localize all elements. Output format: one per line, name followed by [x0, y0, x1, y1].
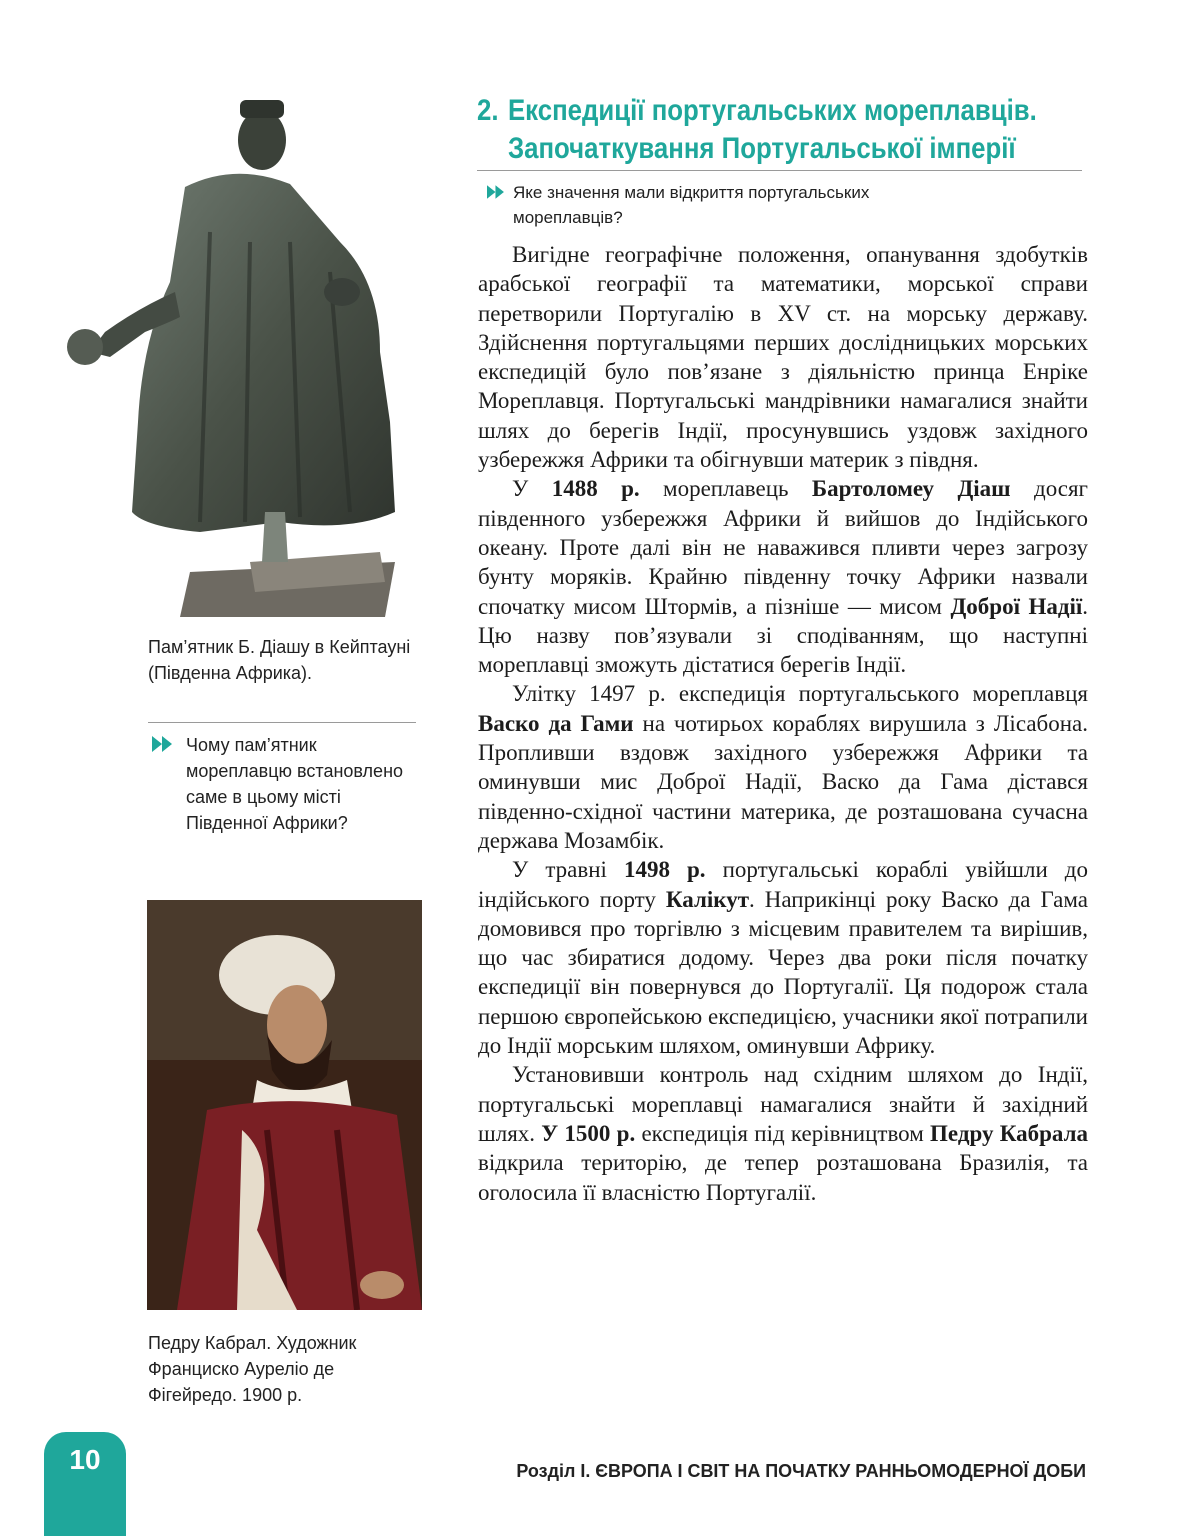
bold-term: 1488 р. [551, 476, 640, 502]
body-text [478, 240, 1088, 1207]
bold-term: Васко да Гами [478, 710, 634, 736]
heading-divider [477, 170, 1082, 171]
bold-term: Педру Кабрала [930, 1120, 1088, 1146]
body-paragraph [478, 679, 1088, 855]
text-run: У [512, 476, 552, 502]
main-question-text: Яке значення мали відкриття португальських мореплавців? [513, 183, 870, 227]
text-run: У травні [512, 857, 624, 883]
section-number: 2. [477, 94, 499, 127]
statue-caption: Пам’ятник Б. Діашу в Кейптауні (Південна Африка). [148, 637, 411, 683]
text-run: Установивши контроль над східним шляхом до Індії, португальські мореплавці намагалися знайти й західний шлях. [478, 1062, 1088, 1146]
statue-photo [50, 92, 420, 617]
text-run: Вигідне географічне положення, опанування здобутків арабської географії та математики, морської справи перетворили Португалію в XV ст. на морську державу. Здійснення португальцями перших дослідницьких морських експедицій було пов’язане з діяльністю принца Енріке Мореплавця. Португальські мандрівники намагалися знайти шлях до берегів Індії, просунувшись уздовж західного узбережжя Африки та обігнувши материк з півдня. [478, 242, 1088, 473]
text-run: португальські кораблі увійшли до індійського порту [478, 857, 1089, 912]
text-run: мореплавець [639, 476, 812, 502]
page-number-tab [44, 1432, 126, 1536]
page-number: 10 [69, 1444, 101, 1475]
body-paragraph [478, 855, 1088, 1060]
bold-term: Бартоломеу Діаш [811, 476, 1011, 502]
text-run: на чотирьох кораблях вирушила з Лісабона. Пропливши вздовж західного узбережжя Африки та оминувши мис Доброї Надії, Васко да Гама дістався південно-східної частини материка, де розташована сучасна держава Мозамбік. [478, 710, 1088, 853]
text-run: відкрила територію, де тепер розташована Бразилія, та оголосила її власністю Португалії. [478, 1150, 1088, 1205]
text-run: . Наприкінці року Васко да Гама домовився про торгівлю з місцевим правителем та вирішив, що час збиратися додому. Через два роки після початку експедиції він повернувся до Португалії. Ця подорож стала першою європейською експедицією, учасники якої потрапили до Індії морським шляхом, оминувши Африку. [478, 886, 1088, 1059]
text-run: експедиція під керівництвом [635, 1120, 931, 1146]
bold-term: Доброї Надії [950, 593, 1083, 619]
main-question [487, 180, 987, 232]
text-run: Улітку 1497 р. експедиція португальського мореплавця [512, 681, 1088, 707]
side-question-text: Чому пам’ятник мореплавцю встановлено саме в цьому місті Південної Африки? [186, 735, 404, 833]
double-arrow-icon [487, 184, 509, 200]
section-heading [477, 92, 1037, 168]
body-paragraph [478, 474, 1088, 679]
divider [148, 722, 416, 723]
cabral-painting [147, 900, 422, 1310]
heading-line-2: Започаткування Португальської імперії [507, 132, 1016, 165]
text-run: . Цю назву пов’язували зі сподіванням, що наступні мореплавці зможуть дістатися берегів Індії. [478, 593, 1089, 678]
bold-term: Калікут [665, 886, 750, 912]
body-paragraph [478, 240, 1088, 474]
heading-line-1: Експедиції португальських мореплавців. [507, 94, 1037, 127]
bold-term: 1498 р. [623, 857, 706, 883]
body-paragraph [478, 1060, 1088, 1206]
bold-term: У 1500 р. [541, 1120, 636, 1146]
text-run: досяг південного узбережжя Африки й вийшов до Індійського океану. Проте далі він не наважився пливти через загрозу бунту моряків. Крайню південну точку Африки назвали спочатку мисом Штормів, а пізніше — мисом [478, 476, 1088, 619]
chapter-footer: Розділ І. ЄВРОПА І СВІТ НА ПОЧАТКУ РАННЬОМОДЕРНОЇ ДОБИ [516, 1460, 1086, 1481]
double-arrow-icon [152, 735, 178, 753]
painting-caption: Педру Кабрал. Художник Франциско Ауреліо де Фігейредо. 1900 р. [148, 1333, 357, 1405]
